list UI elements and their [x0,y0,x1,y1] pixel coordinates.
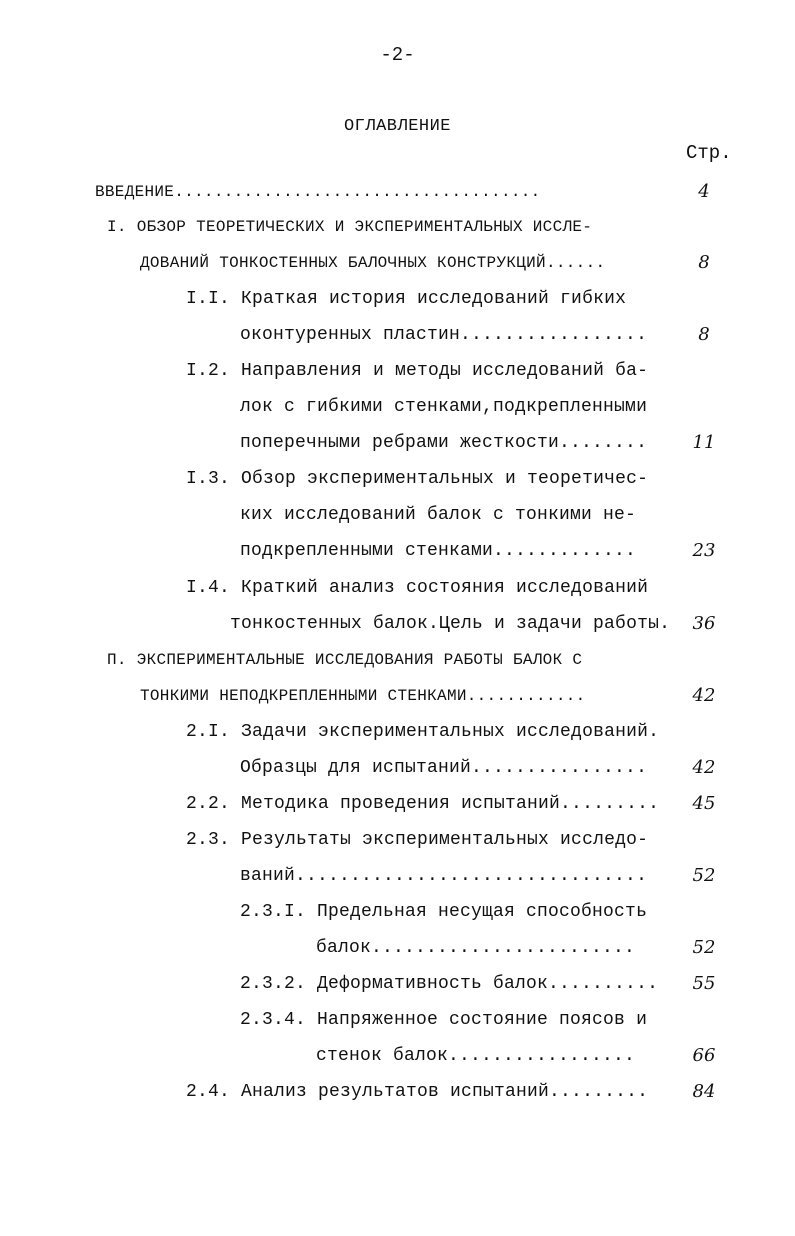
page-column-label: Стр. [686,142,732,164]
toc-line: ваний................................ [240,866,648,886]
toc-line: стенок балок................. [316,1046,636,1066]
toc-line: I.3. Обзор экспериментальных и теоретичес- [186,469,649,489]
toc-line: I.2. Направления и методы исследований ба- [186,361,649,381]
toc-page-number: 52 [692,937,716,958]
toc-line: 2.2. Методика проведения испытаний......... [186,794,660,814]
toc-page-number: 45 [692,793,716,814]
toc-page-number: 84 [692,1081,716,1102]
toc-line: I.I. Краткая история исследований гибких [186,289,627,309]
toc-line: ких исследований балок с тонкими не- [240,505,637,525]
toc-line: ТОНКИМИ НЕПОДКРЕПЛЕННЫМИ СТЕНКАМИ............ [140,687,586,705]
toc-line: поперечными ребрами жесткости........ [240,433,648,453]
toc-line: 2.I. Задачи экспериментальных исследований. [186,722,660,742]
toc-page-number: 8 [698,252,710,273]
toc-line: 2.3.I. Предельная несущая способность [240,902,648,922]
toc-line: 2.3. Результаты экспериментальных исследо- [186,830,649,850]
toc-page-number: 8 [698,324,710,345]
toc-page-number: 66 [692,1045,716,1066]
toc-line: ДОВАНИЙ ТОНКОСТЕННЫХ БАЛОЧНЫХ КОНСТРУКЦИЙ...... [140,254,606,272]
toc-page-number: 55 [692,973,716,994]
toc-line: Образцы для испытаний................ [240,758,648,778]
toc-page-number: 52 [692,865,716,886]
toc-page-number: 42 [692,757,716,778]
toc-line: тонкостенных балок.Цель и задачи работы. [230,614,671,634]
toc-line: 2.3.2. Деформативность балок.......... [240,974,659,994]
toc-line: балок........................ [316,938,636,958]
toc-line: подкрепленными стенками............. [240,541,637,561]
toc-page-number: 4 [698,181,710,202]
toc-line: I.4. Краткий анализ состояния исследований [186,578,649,598]
toc-page-number: 42 [692,685,716,706]
toc-line: оконтуренных пластин................. [240,325,648,345]
page-number: -2- [380,44,415,66]
toc-line: 2.4. Анализ результатов испытаний......... [186,1082,649,1102]
toc-line: I. ОБЗОР ТЕОРЕТИЧЕСКИХ И ЭКСПЕРИМЕНТАЛЬНЫХ ИССЛЕ- [107,218,593,236]
toc-line: П. ЭКСПЕРИМЕНТАЛЬНЫЕ ИССЛЕДОВАНИЯ РАБОТЫ БАЛОК С [107,651,583,669]
toc-line: 2.3.4. Напряженное состояние поясов и [240,1010,648,1030]
toc-line: лок с гибкими стенками,подкрепленными [240,397,648,417]
toc-page-number: 11 [692,432,716,453]
toc-page-number: 23 [692,540,716,561]
toc-line: ВВЕДЕНИЕ..................................... [95,183,541,201]
toc-title: ОГЛАВЛЕНИЕ [343,117,452,136]
toc-page-number: 36 [692,613,716,634]
